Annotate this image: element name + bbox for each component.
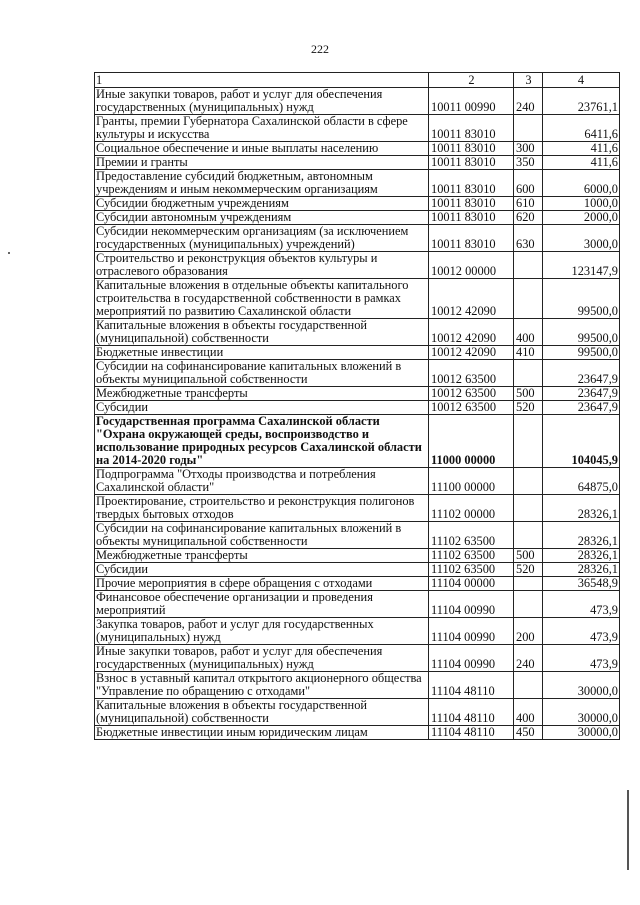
row-type: 500 (514, 549, 543, 563)
table-row (95, 279, 620, 319)
header-col-2: 2 (429, 73, 514, 88)
row-name: Субсидии бюджетным учреждениям (95, 197, 429, 211)
row-amount: 6411,6 (543, 115, 620, 142)
row-amount: 28326,1 (543, 563, 620, 577)
row-type: 600 (514, 170, 543, 197)
row-code: 11000 00000 (429, 415, 514, 468)
row-type: 200 (514, 618, 543, 645)
table-row (95, 142, 620, 156)
row-amount: 473,9 (543, 618, 620, 645)
row-code: 10011 83010 (429, 211, 514, 225)
row-type: 450 (514, 726, 543, 740)
row-name: Предоставление субсидий бюджетным, автономным учреждениям и иным некоммерческим организациям (95, 170, 429, 197)
table-row (95, 618, 620, 645)
table-row (95, 88, 620, 115)
row-code: 11104 00990 (429, 591, 514, 618)
row-amount: 23647,9 (543, 401, 620, 415)
row-name: Социальное обеспечение и иные выплаты населению (95, 142, 429, 156)
row-type: 350 (514, 156, 543, 170)
row-code: 10011 83010 (429, 142, 514, 156)
row-amount: 28326,1 (543, 495, 620, 522)
row-amount: 99500,0 (543, 279, 620, 319)
row-name: Иные закупки товаров, работ и услуг для обеспечения государственных (муниципальных) нужд (95, 88, 429, 115)
row-type (514, 672, 543, 699)
row-code: 11104 48110 (429, 726, 514, 740)
table-row (95, 699, 620, 726)
row-code: 11104 00990 (429, 618, 514, 645)
row-code: 11100 00000 (429, 468, 514, 495)
row-code: 10011 83010 (429, 225, 514, 252)
row-amount: 3000,0 (543, 225, 620, 252)
row-name: Капитальные вложения в объекты государственной (муниципальной) собственности (95, 319, 429, 346)
row-amount: 30000,0 (543, 699, 620, 726)
row-code: 10012 42090 (429, 319, 514, 346)
row-code: 10012 63500 (429, 387, 514, 401)
table-row (95, 522, 620, 549)
row-name: Субсидии (95, 401, 429, 415)
row-amount: 28326,1 (543, 522, 620, 549)
row-code: 11102 63500 (429, 563, 514, 577)
row-code: 11102 63500 (429, 522, 514, 549)
row-type: 620 (514, 211, 543, 225)
table-row (95, 591, 620, 618)
header-col-3: 3 (514, 73, 543, 88)
table-row (95, 346, 620, 360)
row-amount: 30000,0 (543, 672, 620, 699)
row-type (514, 577, 543, 591)
row-code: 10012 42090 (429, 346, 514, 360)
row-code: 10012 63500 (429, 401, 514, 415)
table-row (95, 319, 620, 346)
row-code: 10011 00990 (429, 88, 514, 115)
header-col-4: 4 (543, 73, 620, 88)
row-code: 10011 83010 (429, 115, 514, 142)
row-code: 10011 83010 (429, 156, 514, 170)
row-amount: 104045,9 (543, 415, 620, 468)
row-amount: 473,9 (543, 591, 620, 618)
row-amount: 99500,0 (543, 346, 620, 360)
row-type (514, 252, 543, 279)
row-type (514, 591, 543, 618)
row-amount: 30000,0 (543, 726, 620, 740)
table-row (95, 645, 620, 672)
row-amount: 64875,0 (543, 468, 620, 495)
row-code: 10012 63500 (429, 360, 514, 387)
row-name: Иные закупки товаров, работ и услуг для обеспечения государственных (муниципальных) нужд (95, 645, 429, 672)
row-name: Прочие мероприятия в сфере обращения с отходами (95, 577, 429, 591)
row-type: 240 (514, 88, 543, 115)
row-type: 300 (514, 142, 543, 156)
row-amount: 123147,9 (543, 252, 620, 279)
row-code: 10011 83010 (429, 170, 514, 197)
table-row (95, 401, 620, 415)
table-row (95, 211, 620, 225)
row-name: Субсидии на софинансирование капитальных вложений в объекты муниципальной собственности (95, 360, 429, 387)
table-row (95, 726, 620, 740)
row-type: 520 (514, 563, 543, 577)
row-name: Межбюджетные трансферты (95, 387, 429, 401)
row-type: 630 (514, 225, 543, 252)
table-row (95, 225, 620, 252)
row-amount: 23647,9 (543, 360, 620, 387)
row-amount: 6000,0 (543, 170, 620, 197)
row-name: Финансовое обеспечение организации и проведения мероприятий (95, 591, 429, 618)
table-row (95, 156, 620, 170)
table-header-row (95, 73, 620, 88)
row-code: 11104 48110 (429, 699, 514, 726)
row-type (514, 115, 543, 142)
scan-edge-mark (627, 790, 629, 870)
row-amount: 23647,9 (543, 387, 620, 401)
row-amount: 1000,0 (543, 197, 620, 211)
row-type (514, 468, 543, 495)
row-code: 11104 00000 (429, 577, 514, 591)
row-type: 240 (514, 645, 543, 672)
row-type (514, 522, 543, 549)
row-amount: 23761,1 (543, 88, 620, 115)
table-row (95, 252, 620, 279)
row-amount: 473,9 (543, 645, 620, 672)
row-amount: 411,6 (543, 142, 620, 156)
table-row (95, 577, 620, 591)
row-name: Субсидии на софинансирование капитальных вложений в объекты муниципальной собственности (95, 522, 429, 549)
table-row (95, 495, 620, 522)
page-number: 222 (311, 42, 329, 56)
row-type: 410 (514, 346, 543, 360)
row-type: 610 (514, 197, 543, 211)
row-code: 11102 00000 (429, 495, 514, 522)
row-type (514, 279, 543, 319)
table-row (95, 115, 620, 142)
table-row (95, 563, 620, 577)
row-type (514, 415, 543, 468)
row-name: Капитальные вложения в объекты государственной (муниципальной) собственности (95, 699, 429, 726)
row-name: Субсидии (95, 563, 429, 577)
table-row (95, 170, 620, 197)
row-name: Взнос в уставный капитал открытого акционерного общества "Управление по обращению с отходами" (95, 672, 429, 699)
table-row (95, 360, 620, 387)
row-type: 400 (514, 699, 543, 726)
row-amount: 2000,0 (543, 211, 620, 225)
row-code: 10012 42090 (429, 279, 514, 319)
row-amount: 99500,0 (543, 319, 620, 346)
row-type: 500 (514, 387, 543, 401)
row-code: 11104 00990 (429, 645, 514, 672)
table-row (95, 672, 620, 699)
scan-dot (8, 252, 10, 254)
row-name: Гранты, премии Губернатора Сахалинской области в сфере культуры и искусства (95, 115, 429, 142)
row-amount: 36548,9 (543, 577, 620, 591)
row-name: Субсидии автономным учреждениям (95, 211, 429, 225)
row-name: Премии и гранты (95, 156, 429, 170)
row-name: Строительство и реконструкция объектов культуры и отраслевого образования (95, 252, 429, 279)
row-name: Бюджетные инвестиции иным юридическим лицам (95, 726, 429, 740)
row-name: Бюджетные инвестиции (95, 346, 429, 360)
header-col-1: 1 (95, 73, 429, 88)
table-row (95, 549, 620, 563)
row-name: Подпрограмма "Отходы производства и потребления Сахалинской области" (95, 468, 429, 495)
row-amount: 411,6 (543, 156, 620, 170)
row-code: 11104 48110 (429, 672, 514, 699)
row-amount: 28326,1 (543, 549, 620, 563)
row-code: 11102 63500 (429, 549, 514, 563)
table-row (95, 197, 620, 211)
row-code: 10012 00000 (429, 252, 514, 279)
table-row (95, 415, 620, 468)
row-type: 400 (514, 319, 543, 346)
row-name: Проектирование, строительство и реконструкция полигонов твердых бытовых отходов (95, 495, 429, 522)
row-type: 520 (514, 401, 543, 415)
row-name: Межбюджетные трансферты (95, 549, 429, 563)
row-name: Капитальные вложения в отдельные объекты капитального строительства в государственной собственности в рамках мероприятий по развитию Сахалинской области (95, 279, 429, 319)
row-name: Государственная программа Сахалинской области "Охрана окружающей среды, воспроизводство и использование природных ресурсов Сахалинской области на 2014-2020 годы" (95, 415, 429, 468)
row-name: Субсидии некоммерческим организациям (за исключением государственных (муниципальных) учреждений) (95, 225, 429, 252)
table-row (95, 387, 620, 401)
row-code: 10011 83010 (429, 197, 514, 211)
budget-table (94, 72, 620, 740)
row-type (514, 360, 543, 387)
row-type (514, 495, 543, 522)
row-name: Закупка товаров, работ и услуг для государственных (муниципальных) нужд (95, 618, 429, 645)
table-row (95, 468, 620, 495)
